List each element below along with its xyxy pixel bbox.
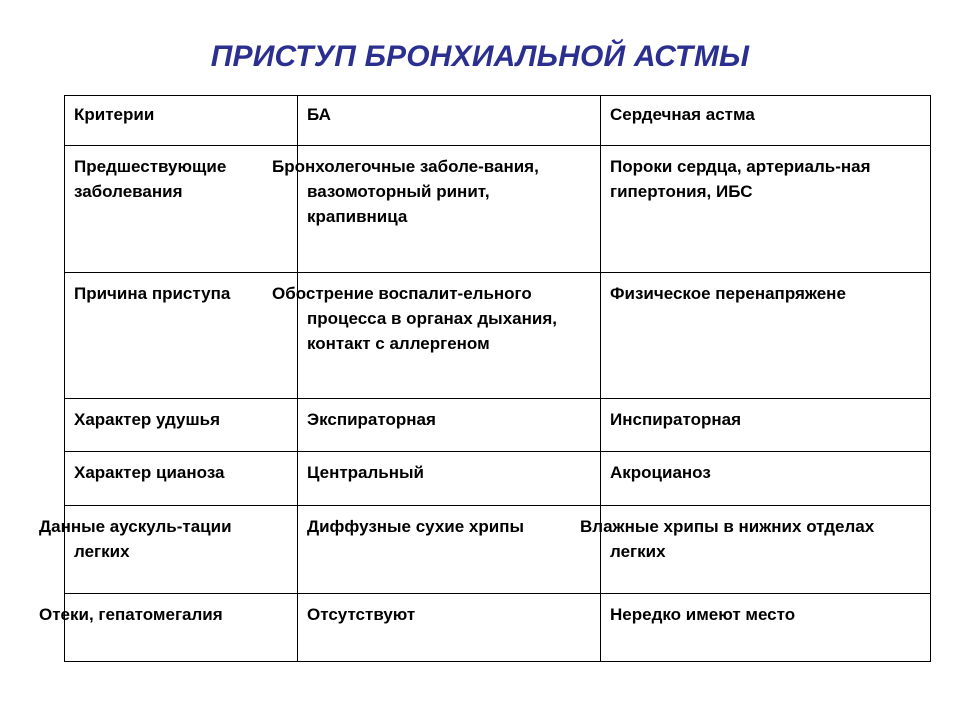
table-row [65,399,931,452]
criterion-cell: Характер удушья [65,399,298,452]
criterion-cell: Характер цианоза [65,452,298,506]
ba-cell: Диффузные сухие хрипы [298,506,601,594]
criterion-cell: Предшествующие заболевания [65,146,298,273]
table-row [65,506,931,594]
ba-cell: Центральный [298,452,601,506]
cardiac-cell: Инспираторная [601,399,931,452]
table-row [65,594,931,662]
table-header-row [65,96,931,146]
cardiac-cell: Нередко имеют место [601,594,931,662]
cardiac-cell: Влажные хрипы в нижних отделах легких [601,506,931,594]
table-row [65,273,931,399]
ba-cell: Бронхолегочные заболе-вания, вазомоторный ринит, крапивница [298,146,601,273]
ba-cell: Экспираторная [298,399,601,452]
header-criteria: Критерии [65,96,298,146]
ba-cell: Отсутствуют [298,594,601,662]
cardiac-cell: Акроцианоз [601,452,931,506]
slide-title: ПРИСТУП БРОНХИАЛЬНОЙ АСТМЫ [210,40,750,73]
ba-cell: Обострение воспалит-ельного процесса в органах дыхания, контакт с аллергеном [298,273,601,399]
table-row [65,146,931,273]
comparison-table [39,95,931,662]
cardiac-cell: Пороки сердца, артериаль-ная гипертония, ИБС [601,146,931,273]
header-cardiac-asthma: Сердечная астма [601,96,931,146]
cardiac-cell: Физическое перенапряжене [601,273,931,399]
header-ba: БА [298,96,601,146]
criterion-cell: Причина приступа [65,273,298,399]
table-row [65,452,931,506]
criterion-cell: Данные аускуль-тации легких [65,506,298,594]
criterion-cell: Отеки, гепатомегалия [65,594,298,662]
